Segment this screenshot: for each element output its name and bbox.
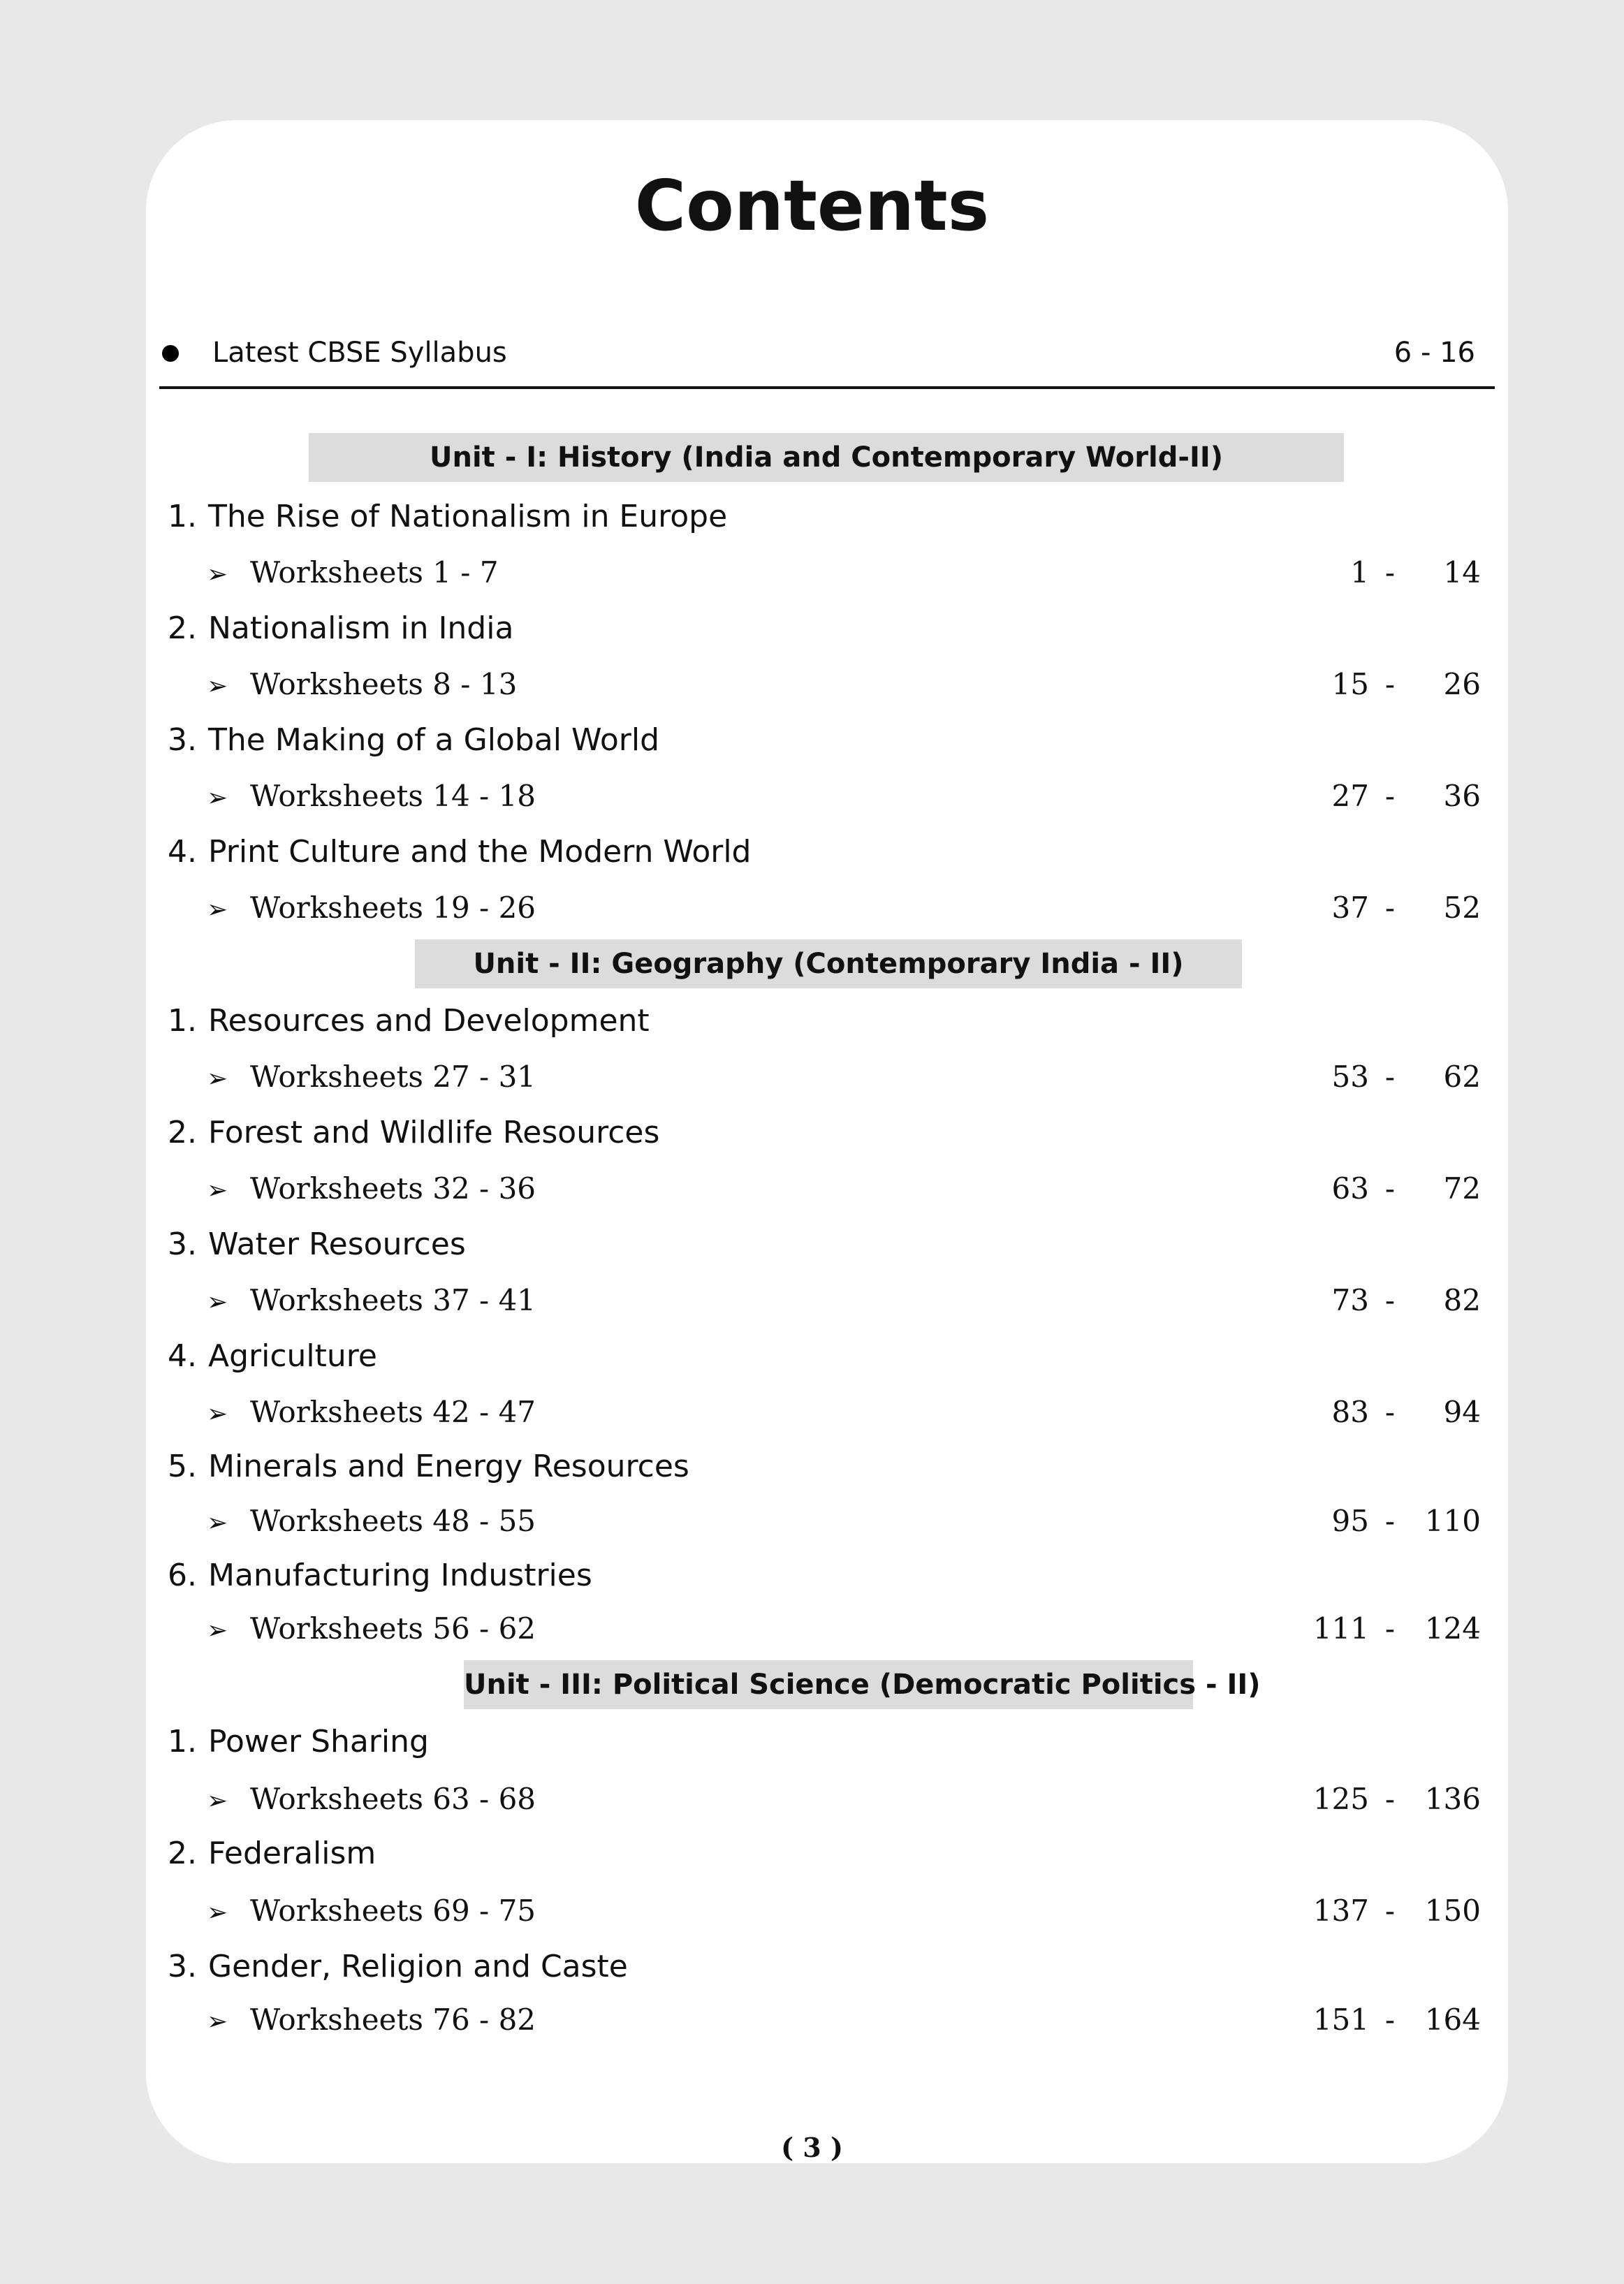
chapter-title [168,831,751,873]
chapter-title [168,1721,429,1763]
page-range [1299,1999,1481,2041]
arrow-bullet-icon: ➢ [207,672,228,701]
chapter-title [168,496,727,538]
worksheet-range: Worksheets 14 - 18 [250,779,536,813]
page-range [1299,1500,1481,1542]
page-title: Contents [634,165,990,247]
unit-heading-history: Unit - I: History (India and Contemporary World-II) [309,433,1344,482]
page-start: 111 [1312,1611,1369,1646]
arrow-bullet-icon: ➢ [207,1176,228,1205]
page-start: 37 [1331,891,1369,925]
worksheet-row [207,1280,1481,1322]
chapter-title [168,1946,628,1988]
divider [159,386,1495,389]
page-separator: - [1384,1395,1396,1429]
chapter-name: Nationalism in India [208,610,514,646]
page-start: 15 [1331,667,1369,701]
worksheet-range: Worksheets 8 - 13 [250,667,518,701]
chapter-title [168,608,513,650]
arrow-bullet-icon: ➢ [207,1064,228,1093]
chapter-title [168,1335,377,1377]
page-range [1299,1056,1481,1098]
page-range [1299,664,1481,705]
chapter-name: Power Sharing [208,1724,429,1759]
page-end: 26 [1443,667,1481,701]
page-range [1299,1280,1481,1322]
arrow-bullet-icon: ➢ [207,1509,228,1537]
page-end: 14 [1443,555,1481,590]
arrow-bullet-icon: ➢ [207,1787,228,1815]
arrow-bullet-icon: ➢ [207,895,228,924]
chapter-name: Minerals and Energy Resources [208,1449,689,1484]
unit-heading-geography: Unit - II: Geography (Contemporary India - II) [415,939,1242,988]
chapter-name: Forest and Wildlife Resources [208,1115,660,1150]
page-start: 53 [1331,1060,1369,1094]
chapter-title [168,1833,376,1875]
worksheet-range: Worksheets 69 - 75 [250,1894,536,1928]
worksheet-range: Worksheets 19 - 26 [250,891,536,925]
arrow-bullet-icon: ➢ [207,1288,228,1317]
worksheet-range: Worksheets 37 - 41 [250,1283,536,1317]
chapter-name: Manufacturing Industries [208,1558,592,1593]
page-separator: - [1384,1060,1396,1094]
page-end: 150 [1424,1894,1481,1928]
chapter-title [168,1000,650,1042]
page-range [1299,1168,1481,1210]
arrow-bullet-icon: ➢ [207,560,228,589]
page-separator: - [1384,779,1396,813]
page-separator: - [1384,1504,1396,1538]
page-end: 52 [1443,891,1481,925]
page-separator: - [1384,1283,1396,1317]
chapter-number: 3. [168,1949,197,1984]
worksheet-row [207,1999,1481,2041]
worksheet-range: Worksheets 1 - 7 [250,555,499,590]
arrow-bullet-icon: ➢ [207,2007,228,2036]
page-range [1299,1778,1481,1820]
page-separator: - [1384,555,1396,590]
chapter-number: 1. [168,499,197,534]
chapter-title [168,1224,466,1266]
page-end: 72 [1443,1171,1481,1206]
worksheet-range: Worksheets 27 - 31 [250,1060,536,1094]
unit-heading-political-science: Unit - III: Political Science (Democratic Politics - II) [464,1660,1193,1709]
arrow-bullet-icon: ➢ [207,1898,228,1927]
page-separator: - [1384,1782,1396,1816]
worksheet-row [207,1890,1481,1932]
page-separator: - [1384,667,1396,701]
page-separator: - [1384,1171,1396,1206]
page-range [1299,1890,1481,1932]
page-range [1299,552,1481,594]
worksheet-row [207,887,1481,929]
page-start: 125 [1312,1782,1369,1816]
worksheet-range: Worksheets 48 - 55 [250,1504,536,1538]
page-start: 27 [1331,779,1369,813]
page-range [1299,887,1481,929]
page-end: 62 [1443,1060,1481,1094]
page-start: 63 [1331,1171,1369,1206]
page-start: 137 [1312,1894,1369,1928]
syllabus-label: Latest CBSE Syllabus [212,337,507,369]
page-number: ( 3 ) [781,2132,843,2163]
chapter-number: 4. [168,1338,197,1374]
page-separator: - [1384,1894,1396,1928]
worksheet-row [207,1608,1481,1650]
page-start: 95 [1331,1504,1369,1538]
arrow-bullet-icon: ➢ [207,784,228,812]
page-start: 151 [1312,2003,1369,2037]
worksheet-range: Worksheets 32 - 36 [250,1171,536,1206]
chapter-title [168,1112,659,1154]
bullet-icon [162,345,179,362]
chapter-title [168,1555,592,1597]
chapter-title [168,719,659,761]
chapter-name: Water Resources [208,1227,466,1262]
chapter-name: The Rise of Nationalism in Europe [208,499,728,534]
page-start: 73 [1331,1283,1369,1317]
worksheet-range: Worksheets 42 - 47 [250,1395,536,1429]
page-end: 94 [1443,1395,1481,1429]
worksheet-range: Worksheets 63 - 68 [250,1782,536,1816]
arrow-bullet-icon: ➢ [207,1616,228,1645]
chapter-name: The Making of a Global World [208,722,660,758]
page-start: 1 [1350,555,1369,590]
page-end: 124 [1424,1611,1481,1646]
chapter-number: 2. [168,1115,197,1150]
worksheet-row [207,1500,1481,1542]
chapter-name: Gender, Religion and Caste [208,1949,628,1984]
page-end: 136 [1424,1782,1481,1816]
page-separator: - [1384,891,1396,925]
page-start: 83 [1331,1395,1369,1429]
worksheet-row [207,775,1481,817]
chapter-number: 1. [168,1003,197,1039]
chapter-number: 3. [168,722,197,758]
page-end: 110 [1424,1504,1481,1538]
chapter-number: 5. [168,1449,197,1484]
page-end: 164 [1424,2003,1481,2037]
syllabus-pages: 6 - 16 [1393,337,1475,369]
page-range [1299,1391,1481,1433]
page-separator: - [1384,1611,1396,1646]
page-end: 82 [1443,1283,1481,1317]
chapter-name: Federalism [208,1836,376,1871]
worksheet-range: Worksheets 76 - 82 [250,2003,536,2037]
chapter-number: 2. [168,1836,197,1871]
chapter-name: Resources and Development [208,1003,650,1039]
worksheet-row [207,1168,1481,1210]
page-separator: - [1384,2003,1396,2037]
page-range [1299,1608,1481,1650]
worksheet-range: Worksheets 56 - 62 [250,1611,536,1646]
worksheet-row [207,1391,1481,1433]
chapter-number: 6. [168,1558,197,1593]
chapter-number: 4. [168,834,197,870]
page-end: 36 [1443,779,1481,813]
worksheet-row [207,1778,1481,1820]
chapter-number: 2. [168,610,197,646]
chapter-number: 3. [168,1227,197,1262]
worksheet-row [207,552,1481,594]
chapter-name: Agriculture [208,1338,377,1374]
chapter-title [168,1446,689,1488]
worksheet-row [207,1056,1481,1098]
chapter-number: 1. [168,1724,197,1759]
arrow-bullet-icon: ➢ [207,1400,228,1428]
page-range [1299,775,1481,817]
chapter-name: Print Culture and the Modern World [208,834,752,870]
worksheet-row [207,664,1481,705]
